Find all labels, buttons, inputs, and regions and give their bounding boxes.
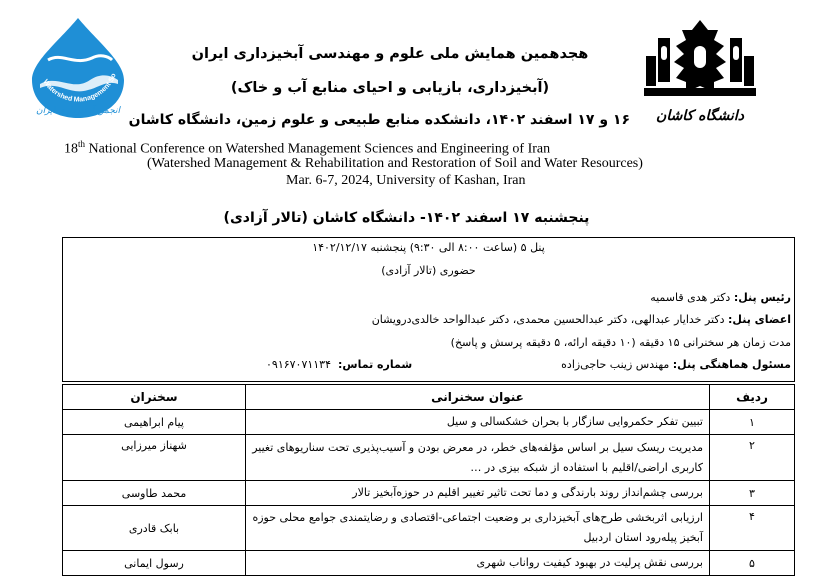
row-number: ۱ <box>710 410 795 435</box>
day-heading: پنجشنبه ۱۷ اسفند ۱۴۰۲- دانشگاه کاشان (تالار آزادی) <box>223 210 590 226</box>
talk-title: بررسی چشم‌انداز روند بارندگی و دما تحت تاثیر تغییر اقلیم در حوزه‌آبخیز تالار <box>246 481 710 506</box>
panel-members: اعضای پنل: دکتر خدایار عبدالهی، دکتر عبدالحسین محمدی، دکتر عبدالواحد خالدی‌درویشان <box>371 313 791 326</box>
university-emblem-icon <box>640 16 760 106</box>
table-row <box>63 481 795 506</box>
header-en-line1: 18th National Conference on Watershed Management Sciences and Engineering of Iran <box>64 139 551 157</box>
header-en-line2: (Watershed Management & Rehabilitation and Restoration of Soil and Water Resources) <box>147 156 643 171</box>
logo-ring-text: Watershed Management So <box>41 72 118 104</box>
watershed-society-logo <box>18 14 138 124</box>
table-row <box>63 551 795 576</box>
talk-title: بررسی نقش پرلیت در بهبود کیفیت رواناب شهری <box>246 551 710 576</box>
table-row <box>63 506 795 551</box>
talk-title: مدیریت ریسک سیل بر اساس مؤلفه‌های خطر، در معرض بودن و آسیب‌پذیری تحت سناریوهای تغییر کاربری اراضی/اقلیم با استفاده از شبکه بیزی در … <box>246 435 710 481</box>
row-number: ۴ <box>710 506 795 551</box>
speaker-name: شهناز میرزایی <box>63 435 246 481</box>
panel-coordinator: مسئول هماهنگی پنل: مهندس زینب حاجی‌زاده <box>561 358 791 371</box>
table-row <box>63 410 795 435</box>
row-number: ۲ <box>710 435 795 481</box>
panel-chair: رئیس پنل: دکتر هدی قاسمیه <box>650 291 791 304</box>
header-en-line3: Mar. 6-7, 2024, University of Kashan, Iran <box>286 173 526 188</box>
header-fa-line1: هجدهمین همایش ملی علوم و مهندسی آبخیزداری ایران <box>191 46 589 62</box>
panel-duration: مدت زمان هر سخنرانی ۱۵ دقیقه (۱۰ دقیقه ارائه، ۵ دقیقه پرسش و پاسخ) <box>450 336 791 349</box>
panel-time: پنل ۵ (ساعت ۸:۰۰ الی ۹:۳۰) پنجشنبه ۱۴۰۲/۱۲/۱۷ <box>312 241 545 254</box>
speaker-name: محمد طاوسی <box>63 481 246 506</box>
header-fa-line3: ۱۶ و ۱۷ اسفند ۱۴۰۲، دانشکده منابع طبیعی و علوم زمین، دانشگاه کاشان <box>128 112 630 128</box>
header-speaker: سخنران <box>63 385 246 410</box>
speaker-name: رسول ایمانی <box>63 551 246 576</box>
speaker-name: پیام ابراهیمی <box>63 410 246 435</box>
talk-title: ارزیابی اثربخشی طرح‌های آبخیزداری بر وضعیت اجتماعی-اقتصادی و رضایتمندی جوامع محلی حوزه آبخیز پیله‌رود استان اردبیل <box>246 506 710 551</box>
table-row <box>63 435 795 481</box>
row-number: ۳ <box>710 481 795 506</box>
logo-left-fa-text: انجمن آبخیزداری ایران <box>35 106 121 116</box>
panel-venue: حضوری (تالار آزادی) <box>381 264 476 277</box>
table-header-row <box>63 385 795 410</box>
speaker-name: بابک قادری <box>63 506 246 551</box>
talk-title: تبیین تفکر حکمروایی سازگار با بحران خشکسالی و سیل <box>246 410 710 435</box>
header-title: عنوان سخنرانی <box>246 385 710 410</box>
header-fa-line2: (آبخیزداری، بازیابی و احیای منابع آب و خاک) <box>230 80 550 96</box>
logo-right-wordmark: دانشگاه کاشان <box>656 108 744 124</box>
header-no: ردیف <box>710 385 795 410</box>
row-number: ۵ <box>710 551 795 576</box>
panel-contact: شماره تماس: ۰۹۱۶۷۰۷۱۱۳۴ <box>266 358 413 371</box>
university-kashan-logo <box>640 16 760 134</box>
sessions-table <box>62 384 795 576</box>
